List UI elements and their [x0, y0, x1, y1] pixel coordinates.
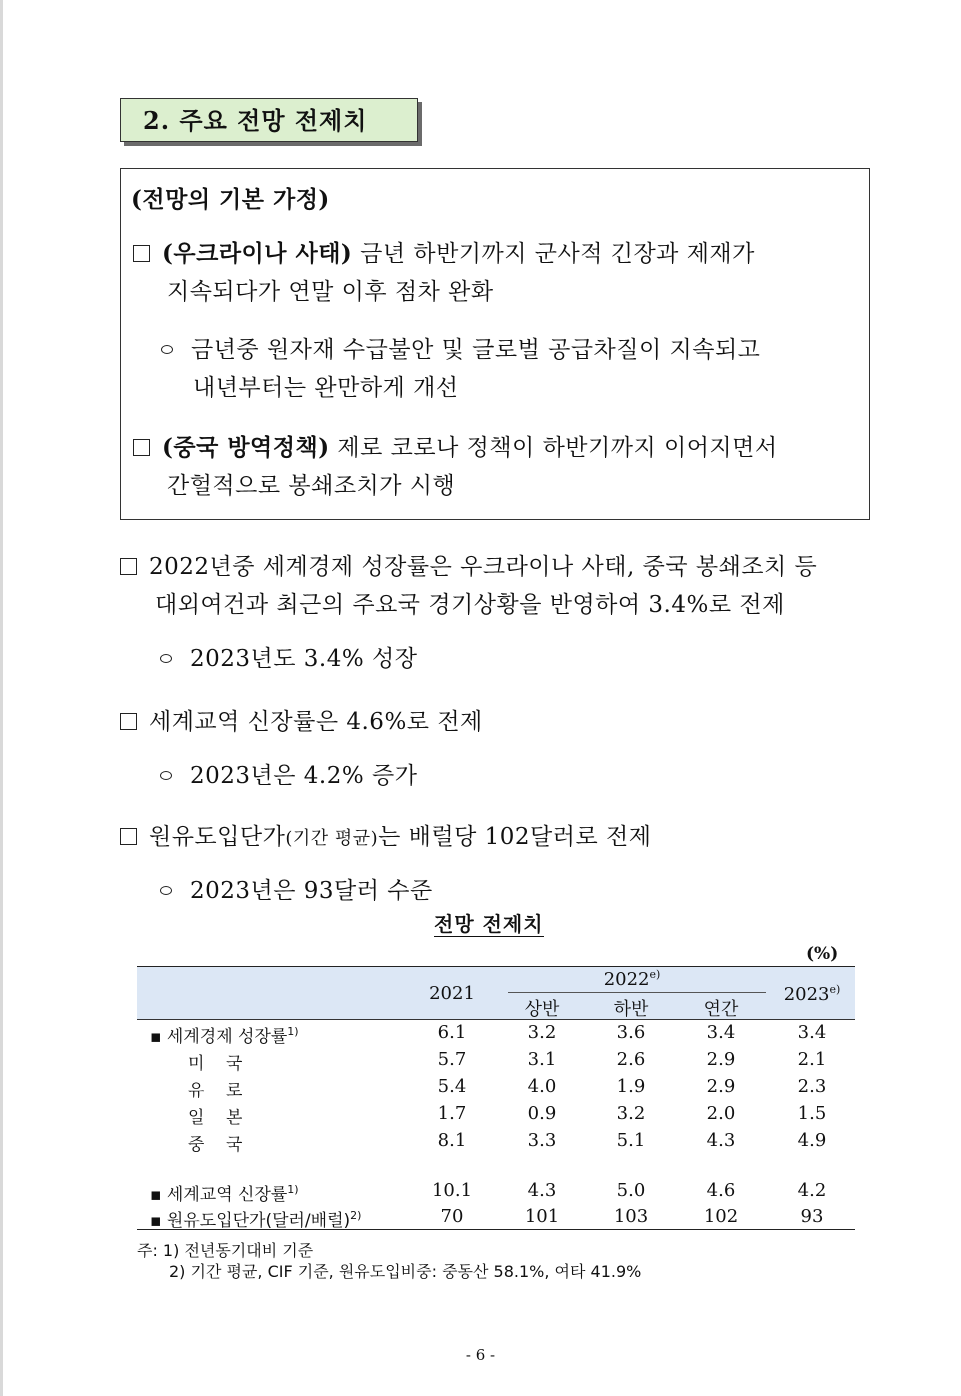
assumption-sub-item	[161, 331, 760, 364]
table-cell: 3.3	[527, 1130, 557, 1151]
bullet-trade-sub	[160, 757, 417, 790]
table-cell: 6.1	[437, 1022, 467, 1043]
table-cell: 4.2	[797, 1180, 827, 1201]
bullet-trade-text: 세계교역 신장률은 4.6%로 전제	[149, 709, 483, 735]
bullet-oil-text-small: (기간 평균)	[285, 828, 379, 849]
table-cell: 2.9	[706, 1076, 736, 1097]
bullet-trade	[120, 703, 483, 736]
table-cell: 101	[524, 1206, 560, 1227]
table-row-label: ▪ 세계경제 성장률$^{1)}$	[150, 1025, 299, 1047]
assumption-sub-item-text: 금년중 원자재 수급불안 및 글로벌 공급차질이 지속되고	[191, 337, 761, 363]
bullet-trade-sub-text: 2023년은 4.2% 증가	[190, 763, 418, 789]
table-cell: 4.9	[797, 1130, 827, 1151]
table-cell: 1.9	[616, 1076, 646, 1097]
header-second-half: 하반	[613, 999, 649, 1020]
table-cell: 2.3	[797, 1076, 827, 1097]
bullet-oil-sub	[160, 872, 433, 905]
table-cell: 93	[800, 1206, 824, 1227]
bullet-oil-text-b: 는 배럴당 102달러로 전제	[378, 824, 652, 850]
header-2022-text: 2022	[603, 969, 650, 990]
header-2023	[770, 983, 854, 1005]
table-cell: 5.4	[437, 1076, 467, 1097]
table-row-label: 일 본	[188, 1108, 243, 1128]
bullet-growth-sub	[160, 640, 417, 673]
circle-bullet-icon	[160, 886, 172, 895]
assumption-item-china	[133, 429, 778, 462]
assumption-item-ukraine-line2: 지속되다가 연말 이후 점차 완화	[167, 279, 494, 305]
table-cell: 3.6	[616, 1022, 646, 1043]
assumption-item-china-text: 제로 코로나 정책이 하반기까지 이어지면서	[329, 435, 778, 461]
square-bullet-icon	[133, 439, 150, 456]
bullet-oil	[120, 818, 651, 851]
table-cell: 3.4	[797, 1022, 827, 1043]
assumption-sub-item-line2: 내년부터는 완만하게 개선	[193, 375, 459, 401]
table-header-subrule	[508, 992, 766, 993]
header-first-half: 상반	[524, 999, 560, 1020]
table-row-label: 유 로	[188, 1081, 243, 1101]
header-2022-sup: e)	[649, 968, 661, 981]
assumption-item-ukraine	[133, 235, 755, 268]
table-cell: 0.9	[527, 1103, 557, 1124]
table-cell: 3.1	[527, 1049, 557, 1070]
table-note-1: 주: 1) 전년동기대비 기준	[137, 1241, 314, 1260]
bullet-growth-line2: 대외여건과 최근의 주요국 경기상황을 반영하여 3.4%로 전제	[155, 592, 785, 618]
square-bullet-icon	[120, 828, 137, 845]
table-row-label: 중 국	[188, 1135, 243, 1155]
table-cell: 1.7	[437, 1103, 467, 1124]
circle-bullet-icon	[161, 345, 173, 354]
table-note-2: 2) 기간 평균, CIF 기준, 원유도입비중: 중동산 58.1%, 여타 41.9%	[169, 1262, 642, 1281]
table-row-label: ▪ 세계교역 신장률$^{1)}$	[150, 1183, 299, 1205]
table-cell: 102	[703, 1206, 739, 1227]
table-top-rule	[137, 966, 855, 967]
header-2023-text: 2023	[783, 984, 830, 1005]
assumptions-box	[120, 168, 870, 520]
table-row-label: ▪ 원유도입단가(달러/배럴)$^{2)}$	[150, 1209, 362, 1231]
circle-bullet-icon	[160, 654, 172, 663]
table-cell: 5.0	[616, 1180, 646, 1201]
table-row-label: 미 국	[188, 1054, 243, 1074]
bullet-growth-sub-text: 2023년도 3.4% 성장	[190, 646, 418, 672]
table-cell: 70	[440, 1206, 464, 1227]
header-annual: 연간	[703, 999, 739, 1020]
table-cell: 4.6	[706, 1180, 736, 1201]
section-title: 2. 주요 전망 전제치	[120, 98, 418, 142]
assumption-item-china-line2: 간헐적으로 봉쇄조치가 시행	[167, 473, 456, 499]
table-cell: 4.3	[706, 1130, 736, 1151]
table-cell: 2.9	[706, 1049, 736, 1070]
bullet-oil-sub-text: 2023년은 93달러 수준	[190, 878, 433, 904]
bullet-growth-text: 2022년중 세계경제 성장률은 우크라이나 사태, 중국 봉쇄조치 등	[149, 554, 818, 580]
header-2021: 2021	[429, 983, 475, 1004]
table-cell: 3.4	[706, 1022, 736, 1043]
header-2023-sup: e)	[829, 983, 841, 996]
square-bullet-icon	[133, 245, 150, 262]
header-2022	[597, 968, 667, 990]
square-bullet-icon	[120, 713, 137, 730]
table-cell: 1.5	[797, 1103, 827, 1124]
table-cell: 5.1	[616, 1130, 646, 1151]
table-cell: 8.1	[437, 1130, 467, 1151]
table-cell: 10.1	[431, 1180, 473, 1201]
table-cell: 3.2	[616, 1103, 646, 1124]
square-bullet-icon	[120, 558, 137, 575]
assumption-item-ukraine-label: (우크라이나 사태)	[162, 240, 353, 267]
bullet-growth	[120, 548, 817, 581]
table-cell: 2.6	[616, 1049, 646, 1070]
table-cell: 103	[613, 1206, 649, 1227]
page-number: - 6 -	[465, 1346, 496, 1364]
circle-bullet-icon	[160, 771, 172, 780]
assumption-item-ukraine-text: 금년 하반기까지 군사적 긴장과 제재가	[352, 241, 755, 267]
bullet-oil-text-a: 원유도입단가	[149, 824, 286, 850]
table-cell: 4.3	[527, 1180, 557, 1201]
table-cell: 2.0	[706, 1103, 736, 1124]
page-edge	[0, 0, 3, 1396]
table-cell: 5.7	[437, 1049, 467, 1070]
table-title: 전망 전제치	[434, 912, 544, 936]
table-cell: 2.1	[797, 1049, 827, 1070]
assumption-item-china-label: (중국 방역정책)	[162, 434, 330, 461]
table-unit: (%)	[806, 944, 839, 964]
table-cell: 3.2	[527, 1022, 557, 1043]
table-cell: 4.0	[527, 1076, 557, 1097]
assumptions-heading: (전망의 기본 가정)	[131, 186, 330, 213]
